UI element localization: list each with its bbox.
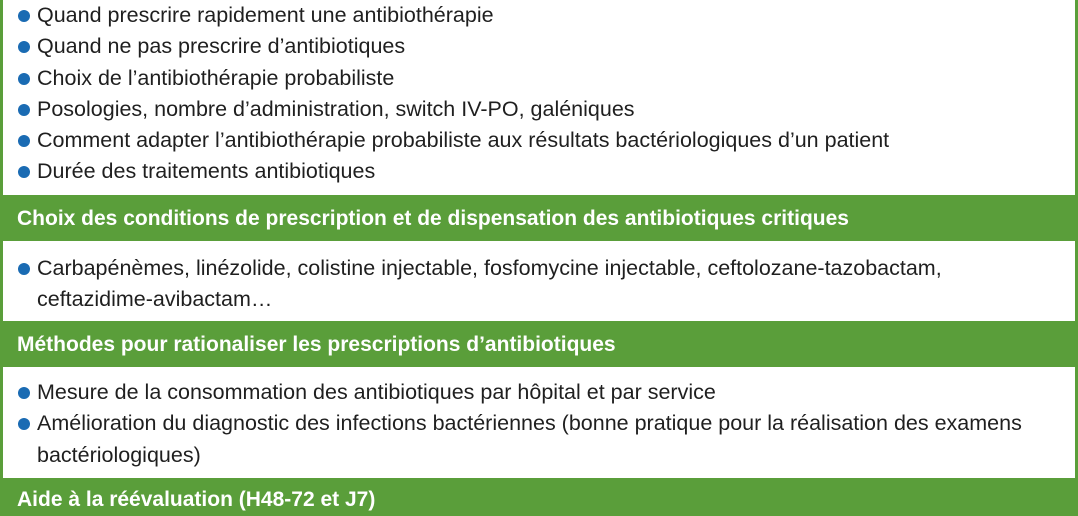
section4-header — [3, 480, 1075, 516]
list-item-text: Posologies, nombre d’administration, switch IV-PO, galéniques — [37, 96, 635, 121]
section2-title: Choix des conditions de prescription et de dispensation des antibiotiques critiques — [17, 207, 849, 230]
section2-header — [3, 197, 1075, 241]
list-item — [3, 125, 1075, 156]
list-item-text: Quand ne pas prescrire d’antibiotiques — [37, 34, 406, 59]
list-item-text: Carbapénèmes, linézolide, colistine injectable, fosfomycine injectable, ceftolozane-tazobactam, ceftazidime-avibactam… — [37, 256, 942, 312]
bullet-icon — [18, 387, 30, 399]
list-item — [3, 63, 1075, 94]
section4-title: Aide à la réévaluation (H48-72 et J7) — [17, 488, 376, 511]
section3-content — [3, 377, 1075, 471]
list-item-text: Amélioration du diagnostic des infections bactériennes (bonne pratique pour la réalisation des examens bactériologiques) — [37, 411, 1022, 467]
list-item-text: Mesure de la consommation des antibiotiques par hôpital et par service — [37, 380, 716, 404]
section2-content — [3, 253, 1075, 316]
list-item — [3, 94, 1075, 125]
list-item — [3, 156, 1075, 187]
list-item — [3, 0, 1075, 31]
section3-title: Méthodes pour rationaliser les prescriptions d’antibiotiques — [17, 333, 616, 356]
section3-list — [3, 377, 1075, 471]
list-item-text: Durée des traitements antibiotiques — [37, 159, 376, 184]
bullet-icon — [18, 41, 30, 53]
list-item — [3, 377, 1075, 408]
section3-header — [3, 323, 1075, 367]
bullet-icon — [18, 263, 30, 275]
list-item-text: Choix de l’antibiothérapie probabiliste — [37, 65, 395, 90]
list-item — [3, 31, 1075, 62]
bullet-icon — [18, 166, 30, 178]
bullet-icon — [18, 73, 30, 85]
list-item-text: Quand prescrire rapidement une antibiothérapie — [37, 3, 494, 27]
list-item-text: Comment adapter l’antibiothérapie probabiliste aux résultats bactériologiques d’un patient — [37, 128, 890, 153]
bullet-icon — [18, 135, 30, 147]
bullet-icon — [18, 10, 30, 22]
bullet-icon — [18, 418, 30, 430]
section1-content — [3, 0, 1075, 188]
list-item — [3, 253, 1075, 316]
bullet-icon — [18, 104, 30, 116]
list-item — [3, 408, 1075, 471]
section1-list — [3, 0, 1075, 188]
section2-list — [3, 253, 1075, 316]
